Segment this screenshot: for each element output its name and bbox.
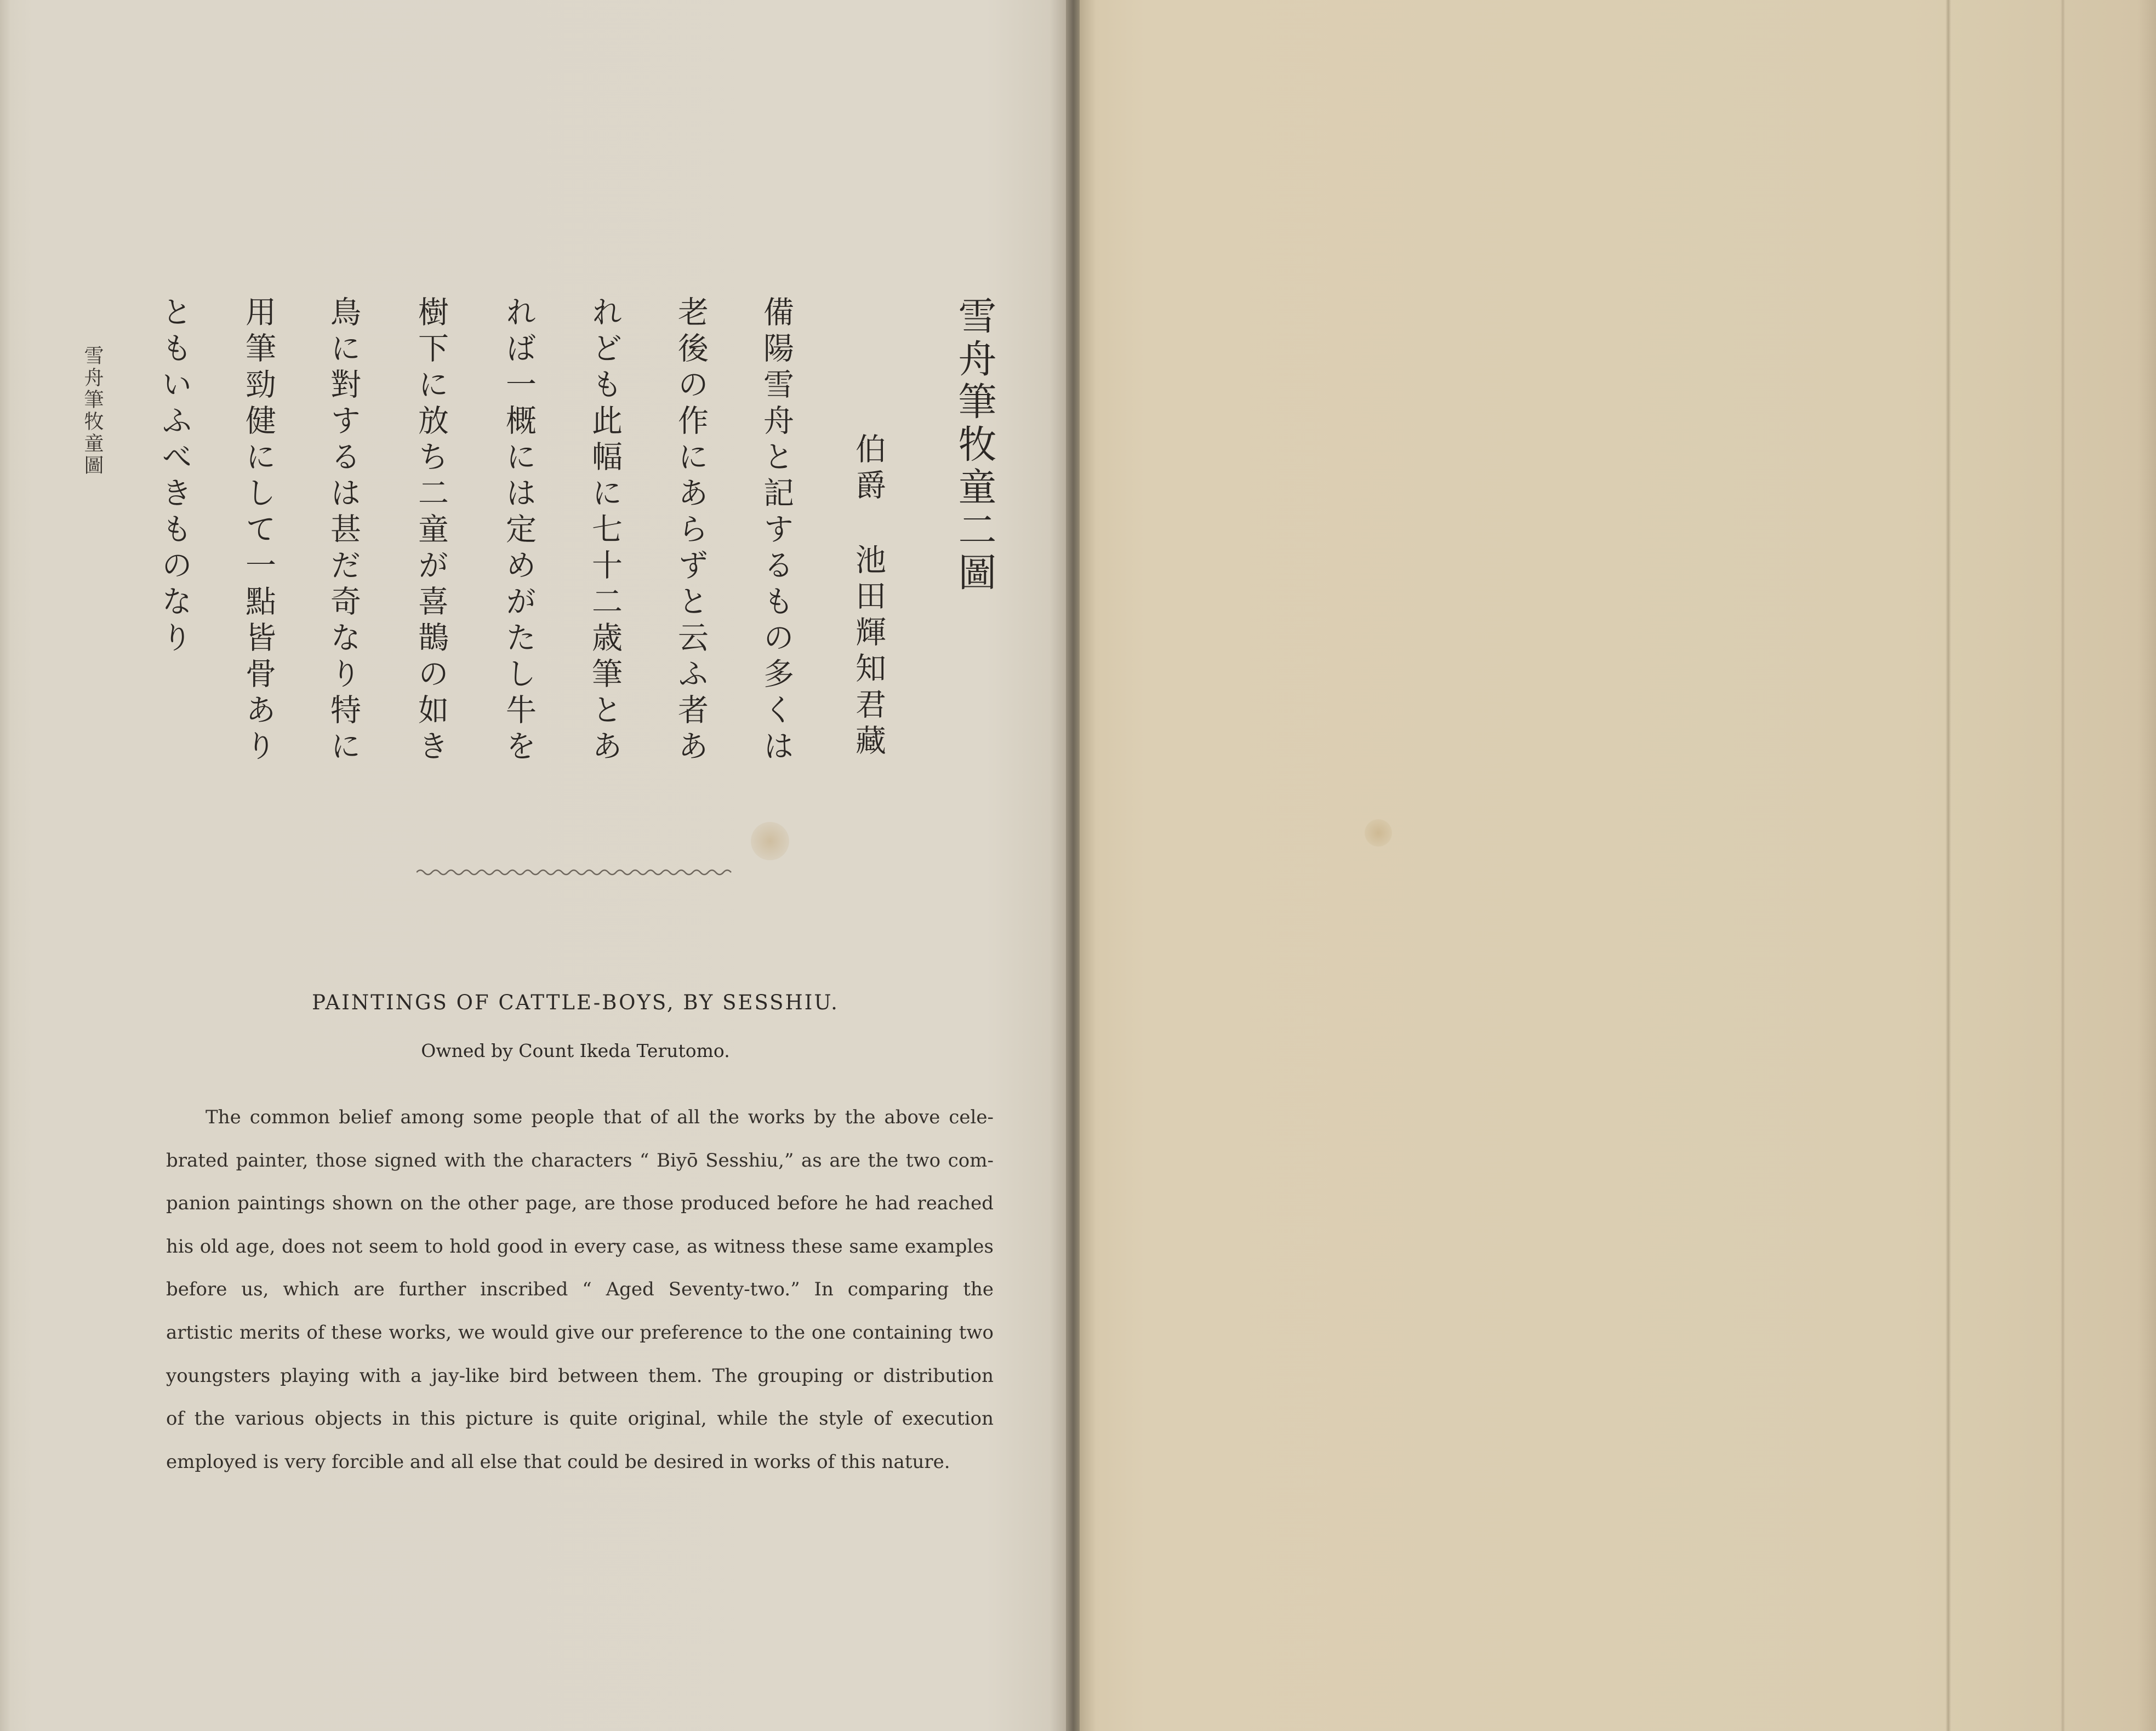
body-column-4: れば一概には定めがたし牛を	[501, 296, 537, 766]
owner-name: 池田輝知君藏	[851, 544, 886, 761]
japanese-title: 雪舟筆牧童二圖	[952, 296, 997, 595]
page-fold-line	[1946, 0, 1951, 1731]
paper-stain	[1365, 819, 1392, 847]
english-title: PAINTINGS OF CATTLE-BOYS, BY SESSHIU.	[312, 991, 839, 1014]
body-line-5: before us, which are further inscribed “ Aged Seventy-two.” In comparing the	[166, 1278, 994, 1301]
body-line-6: artistic merits of these works, we would give our preference to the one containing two	[166, 1321, 994, 1344]
body-line-3: panion paintings shown on the other page, are those produced before he had reached	[166, 1192, 994, 1215]
body-column-3: れども此幅に七十二歳筆とあ	[587, 296, 623, 766]
body-line-2: brated painter, those signed with the characters “ Biyō Sesshiu,” as are the two com-	[166, 1149, 994, 1172]
japanese-owner	[846, 433, 890, 761]
page-edge-line	[2061, 0, 2065, 1731]
body-line-7: youngsters playing with a jay-like bird between them. The grouping or distribution	[166, 1364, 994, 1387]
running-head: 雪舟筆牧童圖	[81, 345, 104, 477]
body-line-8: of the various objects in this picture is quite original, while the style of execution	[166, 1408, 994, 1430]
body-line-1: The common belief among some people that of all the works by the above cele-	[206, 1106, 994, 1128]
body-column-1: 備陽雪舟と記するもの多くは	[758, 296, 794, 766]
english-owner: Owned by Count Ikeda Terutomo.	[421, 1040, 730, 1061]
body-column-8: ともいふべきものなり	[157, 296, 192, 658]
left-page	[0, 0, 1074, 1731]
body-line-9: employed is very forcible and all else that could be desired in works of this nature.	[166, 1450, 950, 1473]
english-body	[166, 1096, 994, 1483]
body-column-5: 樹下に放ち二童が喜鵲の如き	[413, 296, 449, 766]
owner-rank: 伯爵	[851, 433, 886, 505]
right-page-blank	[1080, 0, 2156, 1731]
body-column-7: 用筆勁健にして一點皆骨あり	[241, 296, 276, 766]
body-column-2: 老後の作にあらずと云ふ者あ	[673, 296, 709, 766]
wavy-divider	[417, 861, 734, 883]
body-line-4: his old age, does not seem to hold good in every case, as witness these same examples	[166, 1235, 994, 1258]
body-column-6: 鳥に對するは甚だ奇なり特に	[326, 296, 361, 766]
paper-stain	[751, 822, 789, 860]
